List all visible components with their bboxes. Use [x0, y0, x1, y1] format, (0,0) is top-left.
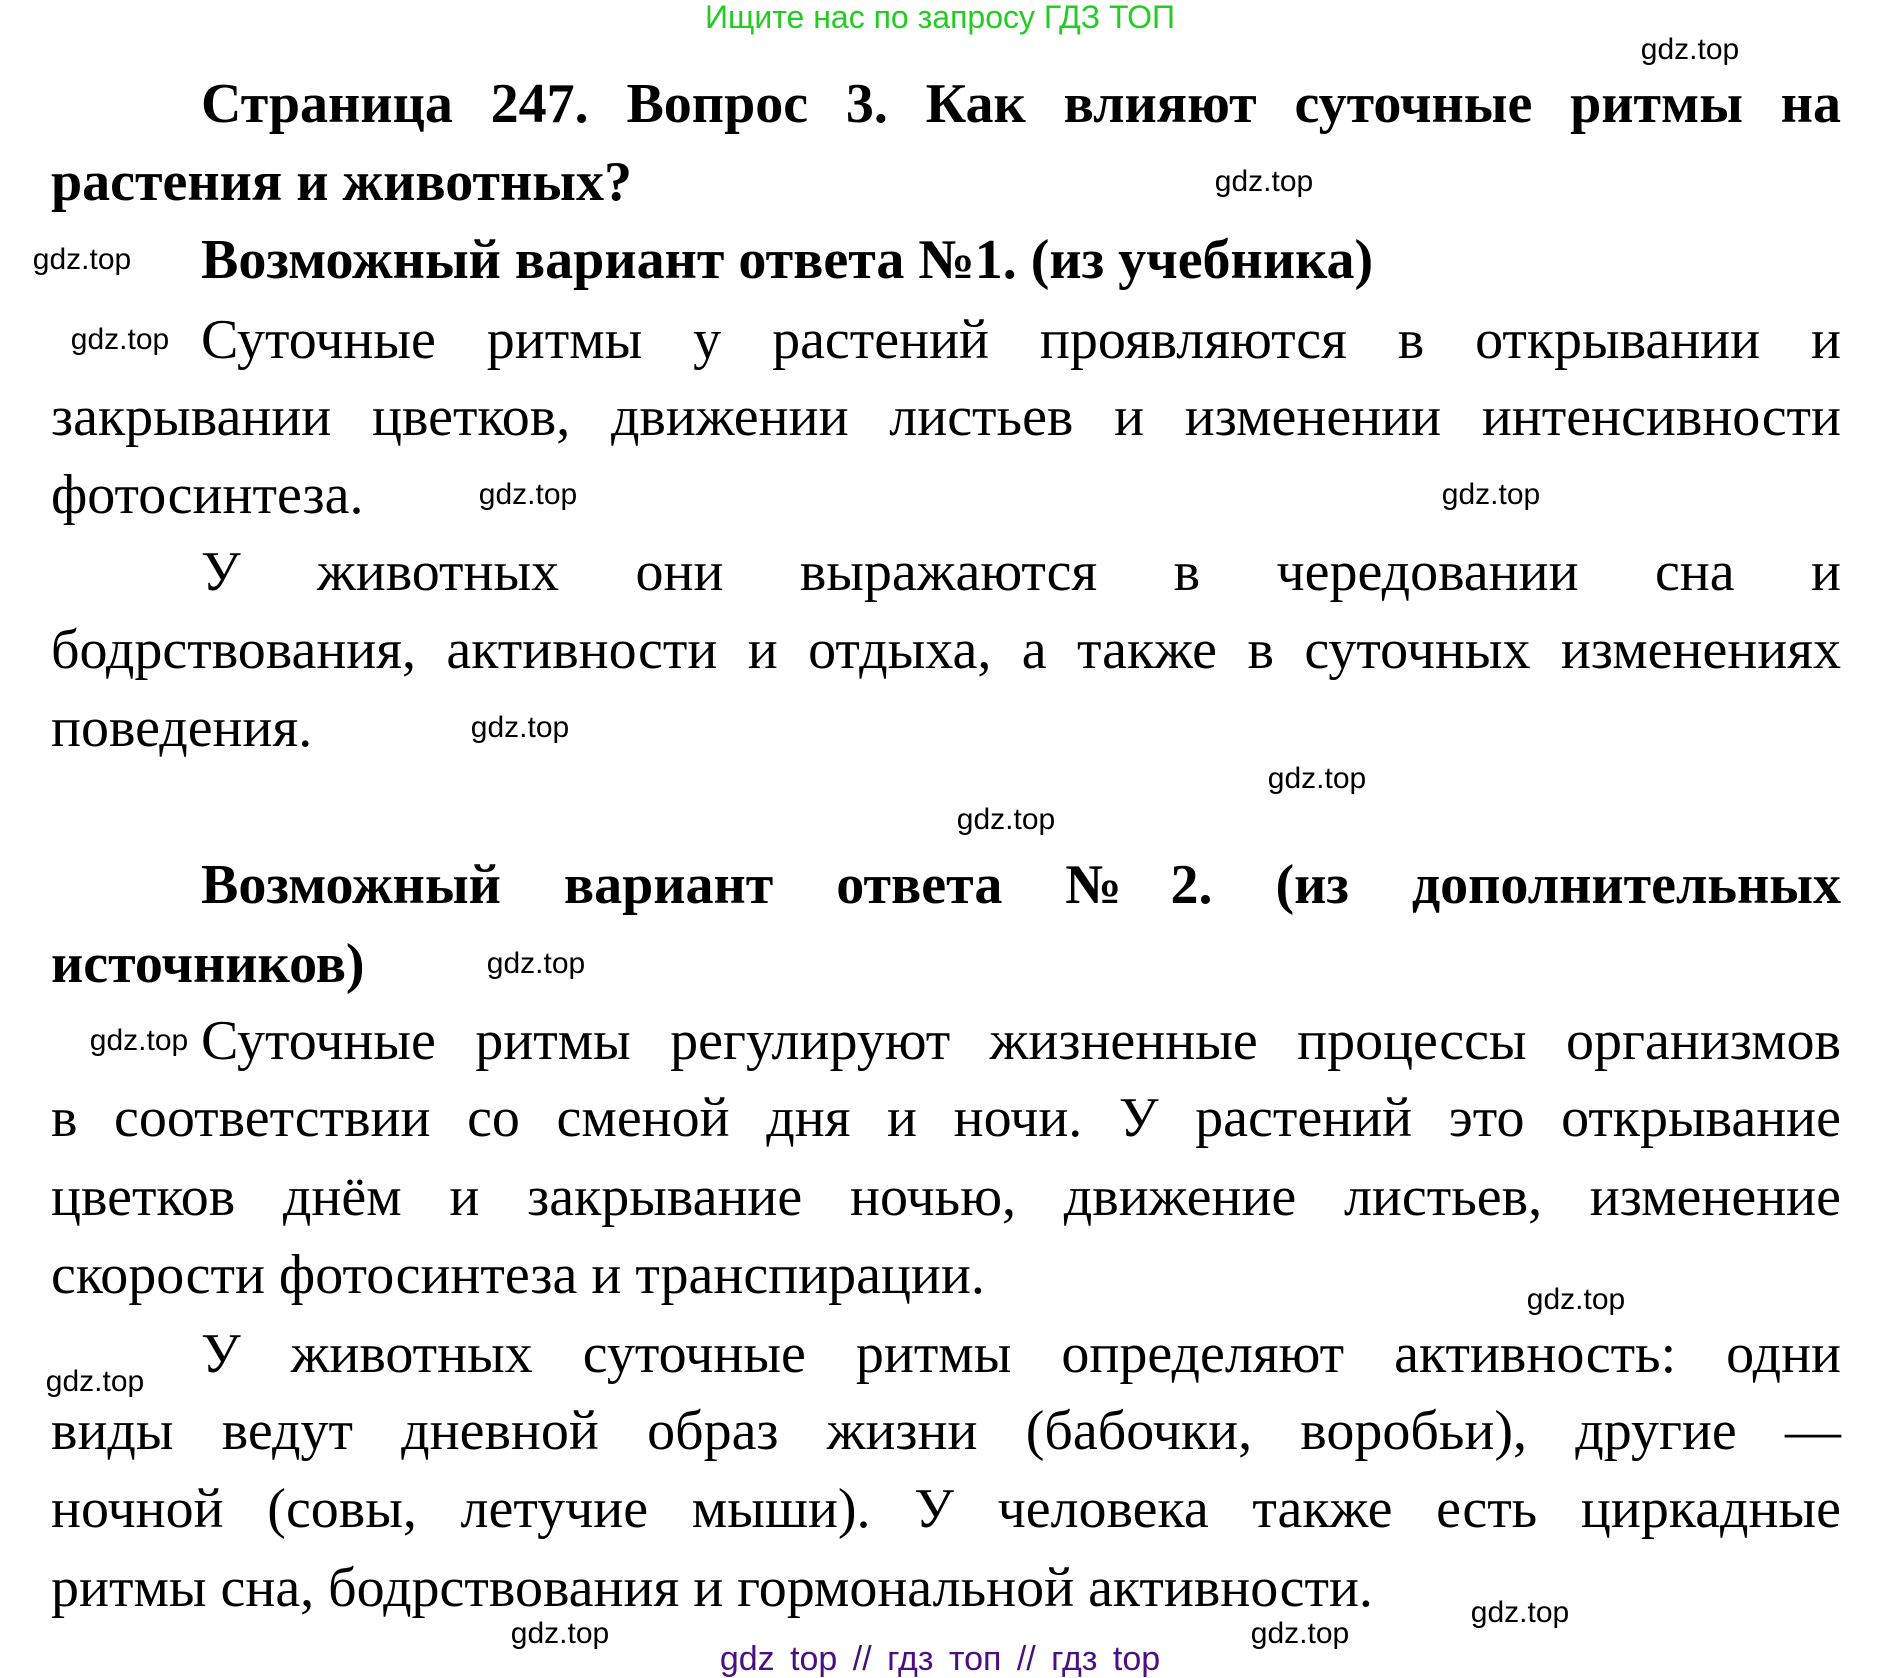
paragraph-line: виды ведут дневной образ жизни (бабочки, воробьи), другие — [51, 1400, 1841, 1462]
watermark: gdz.top [1526, 1283, 1626, 1316]
watermark: gdz.top [1441, 478, 1541, 511]
paragraph-line: скорости фотосинтеза и транспирации. [51, 1244, 985, 1306]
heading-line: Страница 247. Вопрос 3. Как влияют суточные ритмы на [201, 73, 1841, 135]
paragraph-line: в соответствии со сменой дня и ночи. У растений это открывание [51, 1087, 1841, 1149]
paragraph-line: Суточные ритмы регулируют жизненные процессы организмов [201, 1010, 1841, 1072]
paragraph-line: поведения. [51, 697, 313, 759]
watermark: gdz.top [486, 947, 586, 980]
paragraph-line: цветков днём и закрывание ночью, движение листьев, изменение [51, 1166, 1841, 1228]
heading-line: Возможный вариант ответа №1. (из учебника) [201, 229, 1374, 291]
paragraph-line: закрывании цветков, движении листьев и изменении интенсивности [51, 386, 1841, 448]
watermark: gdz.top [470, 711, 570, 744]
paragraph-line: У животных они выражаются в чередовании сна и [201, 541, 1841, 603]
heading-line: растения и животных? [51, 151, 632, 213]
watermark: gdz.top [1250, 1617, 1350, 1650]
watermark: gdz.top [1470, 1596, 1570, 1629]
paragraph-line: фотосинтеза. [51, 464, 364, 526]
heading-line: Возможный вариант ответа №2. (из дополнительных [201, 854, 1841, 916]
heading-line: источников) [51, 933, 365, 995]
watermark: gdz.top [956, 803, 1056, 836]
watermark: gdz.top [70, 323, 170, 356]
watermark: gdz.top [1640, 33, 1740, 66]
watermark: gdz.top [45, 1365, 145, 1398]
watermark: gdz.top [89, 1024, 189, 1057]
paragraph-line: ночной (совы, летучие мыши). У человека также есть циркадные [51, 1478, 1841, 1540]
paragraph-line: Суточные ритмы у растений проявляются в открывании и [201, 309, 1841, 371]
watermark: gdz.top [1267, 762, 1367, 795]
watermark: gdz.top [478, 478, 578, 511]
watermark: gdz.top [1214, 165, 1314, 198]
paragraph-line: У животных суточные ритмы определяют активность: одни [201, 1323, 1841, 1385]
watermark: gdz.top [510, 1617, 610, 1650]
search-banner: Ищите нас по запросу ГДЗ ТОП [705, 0, 1175, 35]
paragraph-line: бодрствования, активности и отдыха, а также в суточных изменениях [51, 619, 1841, 681]
footer-banner: gdz top // гдз топ // гдз top [719, 1640, 1161, 1678]
paragraph-line: ритмы сна, бодрствования и гормональной активности. [51, 1557, 1373, 1619]
watermark: gdz.top [32, 243, 132, 276]
